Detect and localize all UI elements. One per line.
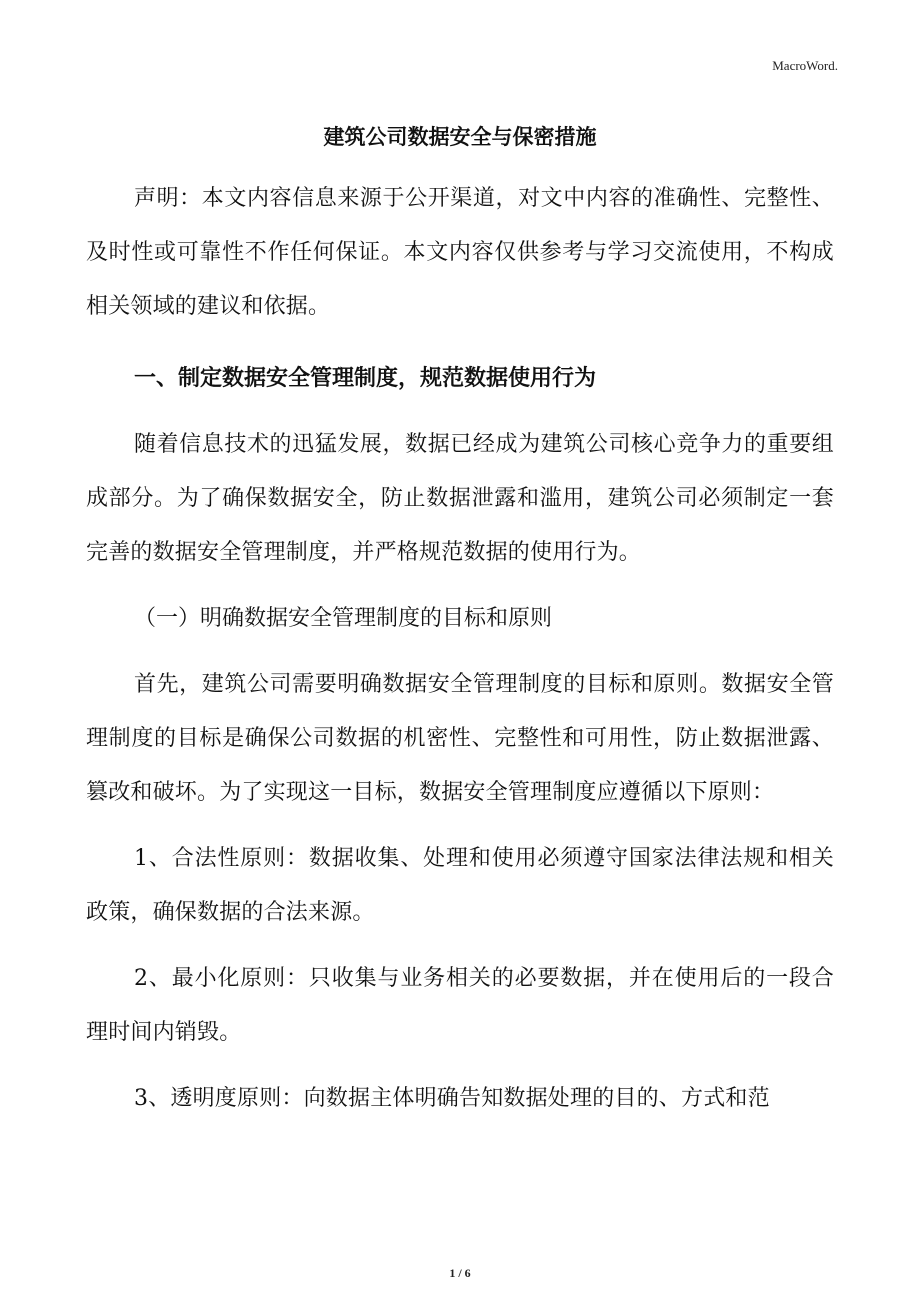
header-brand: MacroWord. — [772, 58, 838, 73]
principle-transparency: 3、透明度原则：向数据主体明确告知数据处理的目的、方式和范 — [134, 1086, 770, 1111]
principle-legality: 1、合法性原则：数据收集、处理和使用必须遵守国家法律法规和相关政策，确保数据的合法来源。 — [86, 846, 834, 925]
section-intro-paragraph: 随着信息技术的迅猛发展，数据已经成为建筑公司核心竞争力的重要组成部分。为了确保数据安全，防止数据泄露和滥用，建筑公司必须制定一套完善的数据安全管理制度，并严格规范数据的使用行为。 — [86, 432, 834, 565]
principle-minimization: 2、最小化原则：只收集与业务相关的必要数据，并在使用后的一段合理时间内销毁。 — [86, 966, 834, 1045]
subsection-heading: （一）明确数据安全管理制度的目标和原则 — [134, 606, 553, 631]
section-heading: 一、制定数据安全管理制度，规范数据使用行为 — [134, 366, 597, 391]
disclaimer-paragraph: 声明：本文内容信息来源于公开渠道，对文中内容的准确性、完整性、及时性或可靠性不作任何保证。本文内容仅供参考与学习交流使用，不构成相关领域的建议和依据。 — [86, 186, 834, 319]
subsection-body-paragraph: 首先，建筑公司需要明确数据安全管理制度的目标和原则。数据安全管理制度的目标是确保公司数据的机密性、完整性和可用性，防止数据泄露、篡改和破坏。为了实现这一目标，数据安全管理制度应遵循以下原则： — [86, 672, 834, 805]
page-number: 1 / 6 — [449, 1266, 471, 1280]
document-body — [86, 172, 834, 1126]
document-title: 建筑公司数据安全与保密措施 — [323, 125, 597, 149]
